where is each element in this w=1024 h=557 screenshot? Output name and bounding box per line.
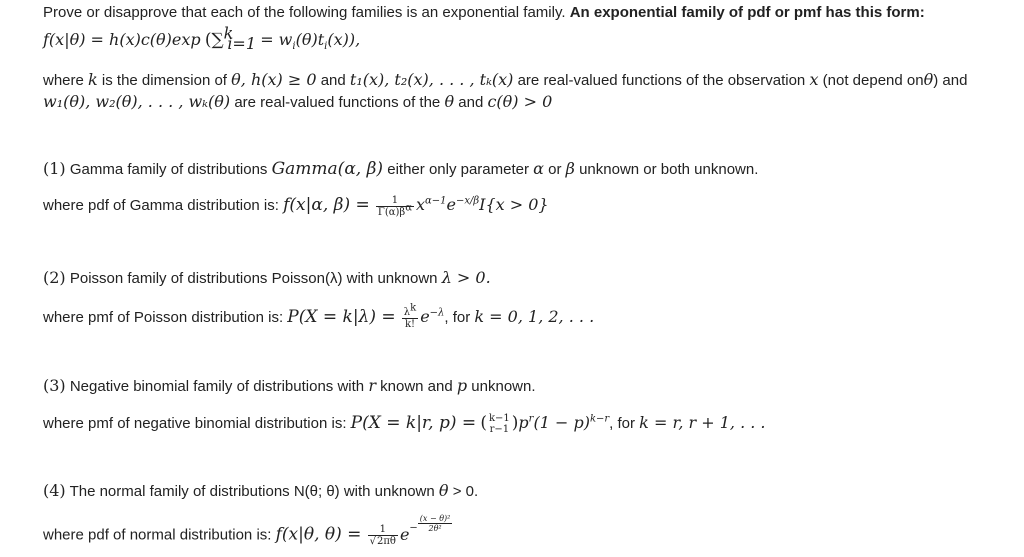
formula-sum: (∑$^k_{i=1}$ — [204, 23, 257, 54]
poisson-fraction: $\frac{\lambda^k}{k!}$ — [403, 302, 417, 330]
intro-prompt: Prove or disapprove that each of the following families is an exponential family. — [43, 4, 566, 21]
where-text: (not depend on — [822, 72, 924, 89]
where-label: where pmf of negative binomial distribution is: — [43, 415, 347, 432]
where-label: where pmf of Poisson distribution is: — [43, 309, 284, 326]
item-text: > 0. — [452, 483, 479, 500]
intro-prompt-line — [43, 3, 925, 23]
where-text: are real-valued functions of the observation — [517, 72, 806, 89]
for-text: , for — [444, 309, 471, 326]
formula-exp: $e^{-\lambda}$ — [420, 307, 445, 326]
formula-lhs: f(x|θ, θ) = — [275, 524, 362, 545]
formula-lhs: P(X = k|r, p) = — [350, 413, 477, 433]
math-c-theta: c(θ) > 0 — [487, 92, 553, 111]
item-number: (3) — [43, 376, 66, 395]
item-number: (4) — [43, 481, 66, 500]
math-k: k — [88, 70, 98, 89]
gamma-fraction: $\frac{1}{\Gamma(\alpha)\beta^\alpha}$ — [377, 194, 412, 218]
math-beta: β — [565, 159, 575, 178]
where-text: where — [43, 72, 84, 89]
where-label: where pdf of normal distribution is: — [43, 526, 272, 544]
item-number: (2) — [43, 268, 66, 287]
where-text: are real-valued functions of the — [234, 94, 441, 111]
math-alpha: α — [533, 159, 544, 178]
where-definition-line-1 — [43, 70, 967, 91]
item-1-formula — [43, 192, 549, 219]
math-theta: θ — [923, 70, 934, 89]
item-text: Gamma family of distributions — [69, 161, 268, 178]
item-text: Negative binomial family of distributions with — [69, 378, 365, 395]
math-r: r — [368, 376, 376, 395]
item-3-formula — [43, 410, 766, 437]
where-text: and — [320, 72, 346, 89]
math-t-functions: t₁(x), t₂(x), . . . , tₖ(x) — [349, 70, 514, 89]
item-3-title — [43, 376, 536, 397]
where-definition-line-2 — [43, 92, 552, 113]
general-form-formula — [43, 23, 361, 54]
item-text: unknown. — [471, 378, 536, 395]
item-text: known and — [380, 378, 453, 395]
range: k = 0, 1, 2, . . . — [474, 307, 595, 326]
formula-exp: e− $\frac{\text{(x − θ)²}}{\text{2θ²}}$ — [399, 514, 451, 544]
formula-lhs: f(x|θ) = h(x)c(θ)exp — [43, 30, 201, 49]
where-text: ) and — [933, 72, 968, 89]
math-theta-h: θ, h(x) ≥ 0 — [231, 70, 317, 89]
item-text: Poisson family of distributions Poisson(λ) with unknown — [69, 270, 438, 287]
math-theta: θ — [438, 481, 449, 500]
math-gamma: Gamma(α, β) — [271, 159, 384, 179]
math-p: p — [456, 376, 468, 395]
for-text: , for — [609, 415, 635, 432]
item-1-title — [43, 159, 758, 180]
formula-lhs: f(x|α, β) = — [283, 195, 370, 215]
math-x: x — [809, 70, 819, 89]
math-lambda: λ > 0. — [441, 268, 491, 287]
normal-fraction: $\frac{1}{√2\pi\theta}$ — [369, 524, 396, 548]
intro-prompt-bold: An exponential family of pdf or pmf has this form: — [569, 4, 925, 21]
binomial-coefficient: ( k−1 r−1 ) — [480, 412, 519, 435]
item-text: or — [548, 161, 562, 178]
item-text: The normal family of distributions N(θ; θ) with unknown — [69, 483, 435, 500]
item-2-formula — [43, 304, 594, 331]
where-text: and — [458, 94, 484, 111]
item-text: unknown or both unknown. — [579, 161, 759, 178]
exponent: − $\frac{\text{(x − θ)²}}{\text{2θ²}}$ — [409, 514, 451, 534]
where-label: where pdf of Gamma distribution is: — [43, 197, 279, 214]
formula-lhs: P(X = k|λ) = — [287, 307, 396, 327]
formula-rest: $p^r(1 - p)^{k-r}$ — [518, 413, 610, 432]
item-text: either only parameter — [387, 161, 529, 178]
item-number: (1) — [43, 159, 66, 178]
math-w-functions: w₁(θ), w₂(θ), . . . , wₖ(θ) — [43, 92, 231, 111]
where-text: is the dimension of — [101, 72, 227, 89]
math-theta: θ — [444, 92, 455, 111]
item-4-title — [43, 481, 478, 502]
range: k = r, r + 1, . . . — [639, 413, 766, 432]
item-2-title — [43, 268, 491, 289]
formula-rest: = $w_i(\theta)t_i(x)$), — [260, 30, 361, 53]
formula-rest: $x^{\alpha-1}e^{-x/\beta}I\{x > 0\}$ — [415, 195, 549, 214]
item-4-formula — [43, 514, 452, 556]
